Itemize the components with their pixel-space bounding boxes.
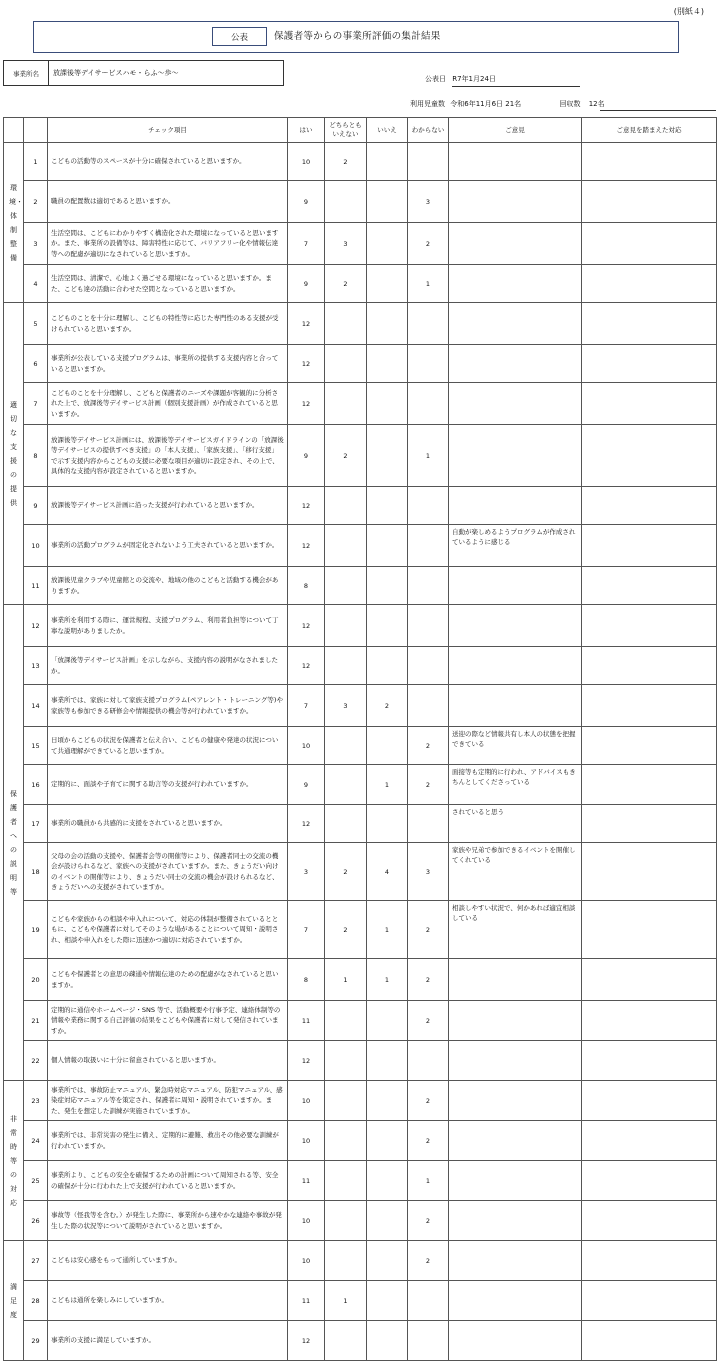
count-unknown: 1 — [408, 1161, 449, 1201]
count-neither — [325, 1201, 367, 1241]
response-cell — [582, 181, 717, 223]
header-neither: どちらとも いえない — [325, 118, 367, 143]
response-cell — [582, 805, 717, 843]
count-unknown — [408, 383, 449, 425]
count-no — [367, 1001, 408, 1041]
table-row — [4, 265, 717, 303]
count-no — [367, 223, 408, 265]
count-no — [367, 525, 408, 567]
count-unknown: 2 — [408, 959, 449, 1001]
count-unknown — [408, 605, 449, 647]
header-check-item: チェック項目 — [48, 118, 288, 143]
count-neither: 2 — [325, 143, 367, 181]
stats-line — [410, 99, 605, 109]
table-row — [4, 727, 717, 765]
opinion-cell — [449, 1041, 582, 1081]
opinion-cell — [449, 487, 582, 525]
count-no — [367, 1201, 408, 1241]
check-item: 事業所の活動プログラムが固定化されないよう工夫されていると思いますか。 — [48, 525, 288, 567]
opinion-cell — [449, 303, 582, 345]
count-neither: 2 — [325, 265, 367, 303]
count-neither — [325, 567, 367, 605]
category-text: 保護者への説明等 — [10, 789, 17, 896]
opinion-cell — [449, 567, 582, 605]
table-row — [4, 487, 717, 525]
count-unknown: 2 — [408, 223, 449, 265]
count-neither: 1 — [325, 1281, 367, 1321]
count-neither: 1 — [325, 959, 367, 1001]
opinion-cell — [449, 685, 582, 727]
check-item: 「放課後等デイサービス計画」を示しながら、支援内容の説明がなされましたか。 — [48, 647, 288, 685]
check-item: 日頃からこどもの状況を保護者と伝え合い、こどもの健康や発達の状況について共通理解ができていると思いますか。 — [48, 727, 288, 765]
response-cell — [582, 223, 717, 265]
check-item: 事業所では、事故防止マニュアル、緊急時対応マニュアル、防犯マニュアル、感染症対応マニュアル等を策定され、保護者に周知・説明されていますか。また、発生を想定した訓練が実施されていますか。 — [48, 1081, 288, 1121]
count-unknown: 2 — [408, 1241, 449, 1281]
count-neither — [325, 1081, 367, 1121]
count-neither — [325, 765, 367, 805]
count-no — [367, 1321, 408, 1361]
item-number: 22 — [24, 1041, 48, 1081]
table-row — [4, 959, 717, 1001]
count-yes: 10 — [288, 143, 325, 181]
opinion-cell — [449, 959, 582, 1001]
count-yes: 8 — [288, 567, 325, 605]
opinion-cell — [449, 605, 582, 647]
count-no: 1 — [367, 765, 408, 805]
table-row — [4, 805, 717, 843]
item-number: 6 — [24, 345, 48, 383]
opinion-cell — [449, 345, 582, 383]
item-number: 8 — [24, 425, 48, 487]
item-number: 20 — [24, 959, 48, 1001]
count-no — [367, 303, 408, 345]
count-no — [367, 605, 408, 647]
count-yes: 10 — [288, 727, 325, 765]
header-unknown: わからない — [408, 118, 449, 143]
item-number: 14 — [24, 685, 48, 727]
table-row — [4, 223, 717, 265]
response-cell — [582, 303, 717, 345]
response-cell — [582, 1121, 717, 1161]
response-cell — [582, 487, 717, 525]
opinion-cell — [449, 425, 582, 487]
check-item: こどものことを十分理解し、こどもと保護者のニーズや課題が客観的に分析された上で、放課後等デイサービス計画（個別支援計画）が作成されていると思いますか。 — [48, 383, 288, 425]
count-unknown — [408, 525, 449, 567]
count-neither — [325, 727, 367, 765]
response-cell — [582, 383, 717, 425]
item-number: 4 — [24, 265, 48, 303]
count-no — [367, 181, 408, 223]
response-cell — [582, 1201, 717, 1241]
table-row — [4, 303, 717, 345]
publication-date-underline — [452, 86, 580, 87]
opinion-cell: 面接等も定期的に行われ、アドバイスもきちんとしてくださっている — [449, 765, 582, 805]
check-item: 放課後児童クラブや児童館との交流や、地域の他のこどもと活動する機会がありますか。 — [48, 567, 288, 605]
count-neither: 3 — [325, 223, 367, 265]
count-unknown — [408, 805, 449, 843]
count-yes: 10 — [288, 1241, 325, 1281]
item-number: 19 — [24, 901, 48, 959]
count-neither — [325, 805, 367, 843]
table-row — [4, 647, 717, 685]
table-row — [4, 1241, 717, 1281]
count-unknown: 2 — [408, 1201, 449, 1241]
opinion-cell — [449, 647, 582, 685]
count-no — [367, 727, 408, 765]
count-unknown: 1 — [408, 425, 449, 487]
count-no — [367, 383, 408, 425]
table-row — [4, 1201, 717, 1241]
check-item: 事業所では、家族に対して家族支援プログラム(ペアレント・トレーニング等)や家族等も参加できる研修会や情報提供の機会等が行われていますか。 — [48, 685, 288, 727]
count-yes: 8 — [288, 959, 325, 1001]
category-label — [4, 303, 24, 605]
count-no — [367, 345, 408, 383]
attachment-label: (別紙４) — [673, 7, 704, 16]
count-unknown — [408, 303, 449, 345]
count-unknown: 2 — [408, 1081, 449, 1121]
count-neither — [325, 1321, 367, 1361]
count-yes: 9 — [288, 765, 325, 805]
opinion-cell — [449, 143, 582, 181]
check-item: 放課後等デイサービス計画には、放課後等デイサービスガイドラインの「放課後等デイサービスの提供すべき支援」の「本人支援」、「家族支援」、「移行支援」で示す支援内容からこどもの支援に必要な項目が適切に設定され、その上で、具体的な支援内容が設定されていると思いますか。 — [48, 425, 288, 487]
check-item: 事業所が公表している支援プログラムは、事業所の提供する支援内容と合っていると思いますか。 — [48, 345, 288, 383]
count-unknown — [408, 487, 449, 525]
count-yes: 7 — [288, 223, 325, 265]
response-cell — [582, 1281, 717, 1321]
count-neither — [325, 647, 367, 685]
check-item: 生活空間は、こどもにわかりやすく構造化された環境になっていると思いますか。また、事業所の設備等は、障害特性に応じて、バリアフリー化や情報伝達等への配慮が適切になされていると思いますか。 — [48, 223, 288, 265]
stats-underline — [600, 110, 716, 111]
response-cell — [582, 727, 717, 765]
count-unknown: 3 — [408, 181, 449, 223]
opinion-cell: 相談しやすい状況で、何かあれば適宜相談している — [449, 901, 582, 959]
count-unknown: 2 — [408, 765, 449, 805]
response-cell — [582, 959, 717, 1001]
check-item: 事故等（怪我等を含む。）が発生した際に、事業所から速やかな連絡や事故が発生した際の状況等について説明がされていると思いますか。 — [48, 1201, 288, 1241]
count-yes: 10 — [288, 1121, 325, 1161]
table-row — [4, 1161, 717, 1201]
opinion-cell — [449, 1281, 582, 1321]
count-neither — [325, 1161, 367, 1201]
response-cell — [582, 843, 717, 901]
check-item: 定期的に、面談や子育てに関する助言等の支援が行われていますか。 — [48, 765, 288, 805]
publication-date-label: 公表日 — [425, 75, 446, 83]
category-text: 非常時等の対応 — [10, 1114, 17, 1207]
evaluation-table — [3, 117, 717, 1361]
check-item: 個人情報の取扱いに十分に留意されていると思いますか。 — [48, 1041, 288, 1081]
response-cell — [582, 1041, 717, 1081]
count-yes: 12 — [288, 487, 325, 525]
page-title: 保護者等からの事業所評価の集計結果 — [274, 31, 441, 42]
count-no — [367, 1081, 408, 1121]
check-item: こどもや家族からの相談や申入れについて、対応の体制が整備されているとともに、こどもや保護者に対してそのような場があることについて周知・説明され、相談や申入れをした際に迅速かつ適切に対応されていますか。 — [48, 901, 288, 959]
count-yes: 9 — [288, 425, 325, 487]
count-yes: 12 — [288, 805, 325, 843]
count-yes: 9 — [288, 265, 325, 303]
count-yes: 3 — [288, 843, 325, 901]
opinion-cell — [449, 1201, 582, 1241]
table-row — [4, 143, 717, 181]
count-no — [367, 425, 408, 487]
public-badge: 公表 — [212, 27, 267, 46]
opinion-cell — [449, 1321, 582, 1361]
category-label — [4, 605, 24, 1081]
opinion-cell — [449, 1161, 582, 1201]
response-cell — [582, 647, 717, 685]
count-neither — [325, 303, 367, 345]
count-no — [367, 143, 408, 181]
count-neither: 2 — [325, 843, 367, 901]
item-number: 5 — [24, 303, 48, 345]
check-item: 生活空間は、清潔で、心地よく過ごせる環境になっていると思いますか。また、こども達の活動に合わせた空間となっていると思いますか。 — [48, 265, 288, 303]
table-header-row — [4, 118, 717, 143]
header-yes: はい — [288, 118, 325, 143]
count-unknown — [408, 685, 449, 727]
table-row — [4, 1321, 717, 1361]
check-item: 定期的に通信やホームページ・SNS 等で、活動概要や行事予定、連絡体制等の情報や業務に関する自己評価の結果をこどもや保護者に対して発信されていますか。 — [48, 1001, 288, 1041]
count-no — [367, 1241, 408, 1281]
table-row — [4, 181, 717, 223]
count-unknown: 2 — [408, 901, 449, 959]
table-row — [4, 383, 717, 425]
header-no: いいえ — [367, 118, 408, 143]
publication-date-value: R7年1月24日 — [452, 75, 496, 83]
response-cell — [582, 1081, 717, 1121]
response-cell — [582, 567, 717, 605]
check-item: こどものことを十分に理解し、こどもの特性等に応じた専門性のある支援が受けられていると思いますか。 — [48, 303, 288, 345]
item-number: 29 — [24, 1321, 48, 1361]
count-yes: 12 — [288, 345, 325, 383]
count-no: 1 — [367, 959, 408, 1001]
check-item: こどもや保護者との意思の疎通や情報伝達のための配慮がなされていると思いますか。 — [48, 959, 288, 1001]
count-yes: 12 — [288, 303, 325, 345]
table-row — [4, 567, 717, 605]
count-no — [367, 1161, 408, 1201]
count-no — [367, 567, 408, 605]
office-name: 放課後等デイサービスハモ・らふ〜歩〜 — [53, 69, 179, 77]
check-item: 職員の配置数は適切であると思いますか。 — [48, 181, 288, 223]
item-number: 10 — [24, 525, 48, 567]
check-item: 事業所では、非常災害の発生に備え、定期的に避難、救出その他必要な訓練が行われていますか。 — [48, 1121, 288, 1161]
count-neither: 2 — [325, 425, 367, 487]
table-row — [4, 843, 717, 901]
response-cell — [582, 1161, 717, 1201]
category-label — [4, 1081, 24, 1241]
header-box — [33, 21, 679, 53]
category-text: 満足度 — [10, 1282, 17, 1319]
header-response: ご意見を踏まえた対応 — [582, 118, 717, 143]
header-number — [24, 118, 48, 143]
response-cell — [582, 1241, 717, 1281]
response-cell — [582, 605, 717, 647]
count-neither — [325, 1041, 367, 1081]
check-item: 事業所より、こどもの安全を確保するための計画について周知される等、安全の確保が十分に行われた上で支援が行われていると思いますか。 — [48, 1161, 288, 1201]
opinion-cell — [449, 383, 582, 425]
opinion-cell: されていると思う — [449, 805, 582, 843]
count-unknown — [408, 143, 449, 181]
count-no — [367, 647, 408, 685]
count-no — [367, 1281, 408, 1321]
item-number: 21 — [24, 1001, 48, 1041]
item-number: 17 — [24, 805, 48, 843]
count-yes: 10 — [288, 1081, 325, 1121]
response-cell — [582, 765, 717, 805]
opinion-cell — [449, 181, 582, 223]
count-unknown — [408, 1281, 449, 1321]
table-row — [4, 1081, 717, 1121]
check-item: 事業所を利用する際に、運営規程、支援プログラム、利用者負担等について丁寧な説明がありましたか。 — [48, 605, 288, 647]
item-number: 28 — [24, 1281, 48, 1321]
count-yes: 12 — [288, 1321, 325, 1361]
opinion-cell — [449, 1121, 582, 1161]
opinion-cell: 家族や兄弟で参加できるイベントを開催してくれている — [449, 843, 582, 901]
count-yes: 12 — [288, 605, 325, 647]
item-number: 2 — [24, 181, 48, 223]
count-yes: 7 — [288, 901, 325, 959]
count-neither — [325, 383, 367, 425]
count-unknown — [408, 345, 449, 383]
item-number: 15 — [24, 727, 48, 765]
table-row — [4, 1281, 717, 1321]
item-number: 11 — [24, 567, 48, 605]
count-neither — [325, 1001, 367, 1041]
opinion-cell — [449, 1081, 582, 1121]
count-yes: 12 — [288, 525, 325, 567]
count-no — [367, 1121, 408, 1161]
table-row — [4, 1041, 717, 1081]
check-item: 事業所の職員から共感的に支援をされていると思いますか。 — [48, 805, 288, 843]
item-number: 9 — [24, 487, 48, 525]
category-text: 環境・体制整備 — [9, 183, 23, 262]
item-number: 3 — [24, 223, 48, 265]
header-opinion: ご意見 — [449, 118, 582, 143]
count-neither — [325, 525, 367, 567]
opinion-cell: 送迎の際など情報共有し本人の状態を把握できている — [449, 727, 582, 765]
opinion-cell — [449, 265, 582, 303]
count-no: 2 — [367, 685, 408, 727]
count-yes: 11 — [288, 1161, 325, 1201]
category-label — [4, 1241, 24, 1361]
response-cell — [582, 1001, 717, 1041]
table-row — [4, 1001, 717, 1041]
table-row — [4, 605, 717, 647]
count-unknown: 2 — [408, 1121, 449, 1161]
count-neither — [325, 487, 367, 525]
count-neither: 2 — [325, 901, 367, 959]
response-cell — [582, 265, 717, 303]
item-number: 16 — [24, 765, 48, 805]
count-yes: 12 — [288, 647, 325, 685]
count-yes: 11 — [288, 1281, 325, 1321]
users-value: 令和6年11月6日 21名 — [450, 100, 522, 108]
table-row — [4, 425, 717, 487]
item-number: 24 — [24, 1121, 48, 1161]
item-number: 1 — [24, 143, 48, 181]
responses-label: 回収数 — [559, 100, 581, 108]
response-cell — [582, 143, 717, 181]
count-unknown — [408, 647, 449, 685]
header-category — [4, 118, 24, 143]
response-cell — [582, 425, 717, 487]
count-neither — [325, 345, 367, 383]
table-row — [4, 685, 717, 727]
check-item: 父母の会の活動の支援や、保護者会等の開催等により、保護者同士の交流の機会が設けられるなど、家族への支援がされていますか。また、きょうだい向けのイベントの開催等により、きょうだい同士の交流の機会が設けられるなど、きょうだいへの支援がされていますか。 — [48, 843, 288, 901]
check-item: 事業所の支援に満足していますか。 — [48, 1321, 288, 1361]
count-no — [367, 1041, 408, 1081]
count-unknown: 3 — [408, 843, 449, 901]
check-item: 放課後等デイサービス計画に沿った支援が行われていると思いますか。 — [48, 487, 288, 525]
count-no — [367, 487, 408, 525]
count-yes: 9 — [288, 181, 325, 223]
item-number: 25 — [24, 1161, 48, 1201]
table-row — [4, 901, 717, 959]
count-no — [367, 265, 408, 303]
item-number: 23 — [24, 1081, 48, 1121]
table-row — [4, 765, 717, 805]
count-neither — [325, 605, 367, 647]
table-row — [4, 525, 717, 567]
check-item: こどもは通所を楽しみにしていますか。 — [48, 1281, 288, 1321]
check-item: こどもの活動等のスペースが十分に確保されていると思いますか。 — [48, 143, 288, 181]
count-yes: 12 — [288, 1041, 325, 1081]
opinion-cell — [449, 223, 582, 265]
count-neither — [325, 181, 367, 223]
count-unknown: 1 — [408, 265, 449, 303]
count-neither: 3 — [325, 685, 367, 727]
item-number: 26 — [24, 1201, 48, 1241]
users-label: 利用児童数 — [410, 100, 445, 108]
item-number: 13 — [24, 647, 48, 685]
count-unknown: 2 — [408, 1001, 449, 1041]
count-unknown: 2 — [408, 727, 449, 765]
count-no — [367, 805, 408, 843]
count-no: 4 — [367, 843, 408, 901]
count-unknown — [408, 1041, 449, 1081]
item-number: 18 — [24, 843, 48, 901]
response-cell — [582, 345, 717, 383]
office-label: 事業所名 — [4, 61, 49, 85]
response-cell — [582, 685, 717, 727]
count-no: 1 — [367, 901, 408, 959]
item-number: 27 — [24, 1241, 48, 1281]
count-neither — [325, 1241, 367, 1281]
response-cell — [582, 1321, 717, 1361]
opinion-cell: 自動が楽しめるようプログラムが作成されているように感じる — [449, 525, 582, 567]
count-yes: 10 — [288, 1201, 325, 1241]
response-cell — [582, 525, 717, 567]
responses-value: 12名 — [588, 100, 605, 108]
item-number: 12 — [24, 605, 48, 647]
category-text: 適切な支援の提供 — [10, 400, 17, 507]
opinion-cell — [449, 1001, 582, 1041]
count-yes: 12 — [288, 383, 325, 425]
table-row — [4, 1121, 717, 1161]
table-row — [4, 345, 717, 383]
office-box — [3, 60, 284, 86]
count-yes: 7 — [288, 685, 325, 727]
response-cell — [582, 901, 717, 959]
count-yes: 11 — [288, 1001, 325, 1041]
publication-date — [425, 74, 496, 84]
item-number: 7 — [24, 383, 48, 425]
count-unknown — [408, 567, 449, 605]
count-neither — [325, 1121, 367, 1161]
count-unknown — [408, 1321, 449, 1361]
check-item: こどもは安心感をもって通所していますか。 — [48, 1241, 288, 1281]
category-label — [4, 143, 24, 303]
opinion-cell — [449, 1241, 582, 1281]
